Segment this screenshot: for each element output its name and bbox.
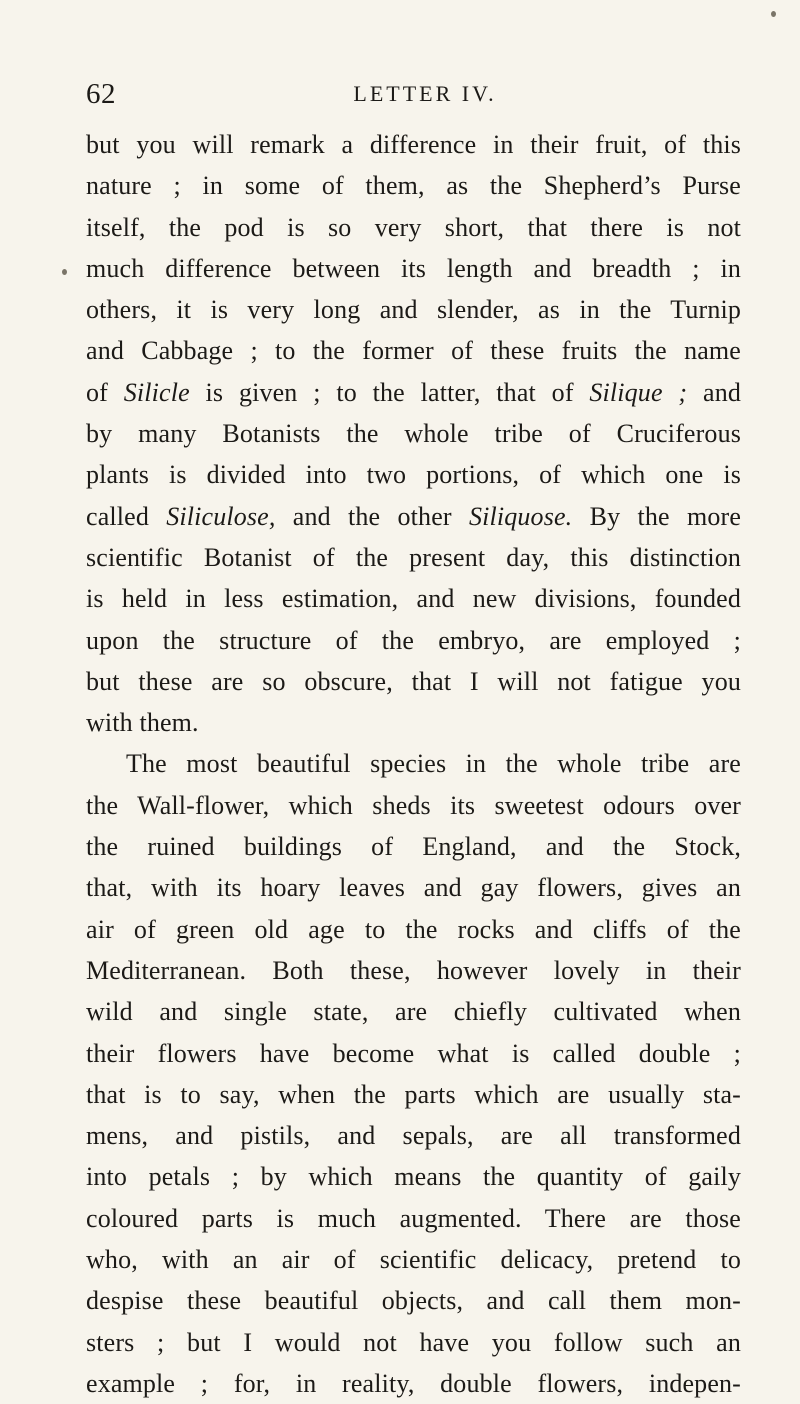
text-span: of xyxy=(86,377,124,407)
page-header xyxy=(86,74,740,114)
italic-term: Silicle xyxy=(123,377,190,407)
page-number: 62 xyxy=(86,78,116,110)
text-line: and Cabbage ; to the former of these fruits the name xyxy=(86,336,741,366)
text-line: much difference between its length and breadth ; in xyxy=(86,253,741,283)
text-line: coloured parts is much augmented. There are those xyxy=(86,1203,741,1233)
italic-term: Silique ; xyxy=(589,377,688,407)
text-line: that is to say, when the parts which are usually sta- xyxy=(86,1079,741,1109)
italic-term: Siliculose, xyxy=(166,501,276,531)
text-line: others, it is very long and slender, as in the Turnip xyxy=(86,295,741,325)
text-line: into petals ; by which means the quantity of gaily xyxy=(86,1162,741,1192)
italic-term: Siliquose. xyxy=(468,501,573,531)
text-line xyxy=(86,496,741,537)
text-line: mens, and pistils, and sepals, are all transformed xyxy=(86,1121,741,1151)
text-line: despise these beautiful objects, and call them mon- xyxy=(86,1286,741,1316)
text-span: is given ; to the latter, that of xyxy=(189,377,590,407)
body-text xyxy=(86,124,741,1404)
text-span: By the more xyxy=(572,501,742,531)
text-line: upon the structure of the embryo, are employed ; xyxy=(86,625,741,655)
text-line: sters ; but I would not have you follow such an xyxy=(86,1327,741,1357)
text-line: the Wall-flower, which sheds its sweetest odours over xyxy=(86,790,741,820)
text-span: called xyxy=(86,501,167,531)
text-line: with them. xyxy=(86,708,199,738)
text-line: by many Botanists the whole tribe of Cruciferous xyxy=(86,419,741,449)
running-head: LETTER IV. xyxy=(353,81,497,106)
text-line: plants is divided into two portions, of which one is xyxy=(86,460,741,490)
text-line: that, with its hoary leaves and gay flowers, gives an xyxy=(86,873,741,903)
text-span: and xyxy=(687,377,741,407)
text-line: their flowers have become what is called double ; xyxy=(86,1038,741,1068)
text-line: scientific Botanist of the present day, this distinction xyxy=(86,542,741,572)
text-line xyxy=(86,372,741,413)
text-line: example ; for, in reality, double flowers, indepen- xyxy=(86,1368,741,1398)
text-line: The most beautiful species in the whole tribe are xyxy=(126,749,741,779)
text-line: wild and single state, are chiefly cultivated when xyxy=(86,997,741,1027)
text-line: air of green old age to the rocks and cliffs of the xyxy=(86,914,741,944)
text-line: who, with an air of scientific delicacy, pretend to xyxy=(86,1245,741,1275)
text-line: but you will remark a difference in their fruit, of this xyxy=(86,130,741,159)
print-speck xyxy=(62,269,67,275)
text-line: Mediterranean. Both these, however lovely in their xyxy=(86,955,741,985)
text-line: but these are so obscure, that I will not fatigue you xyxy=(86,666,741,696)
text-line: the ruined buildings of England, and the Stock, xyxy=(86,832,741,862)
text-span: and the other xyxy=(275,501,469,531)
text-line: nature ; in some of them, as the Shepherd’s Purse xyxy=(86,171,741,201)
print-speck xyxy=(771,11,776,17)
text-line: is held in less estimation, and new divisions, founded xyxy=(86,584,741,614)
text-line: itself, the pod is so very short, that there is not xyxy=(86,212,741,242)
